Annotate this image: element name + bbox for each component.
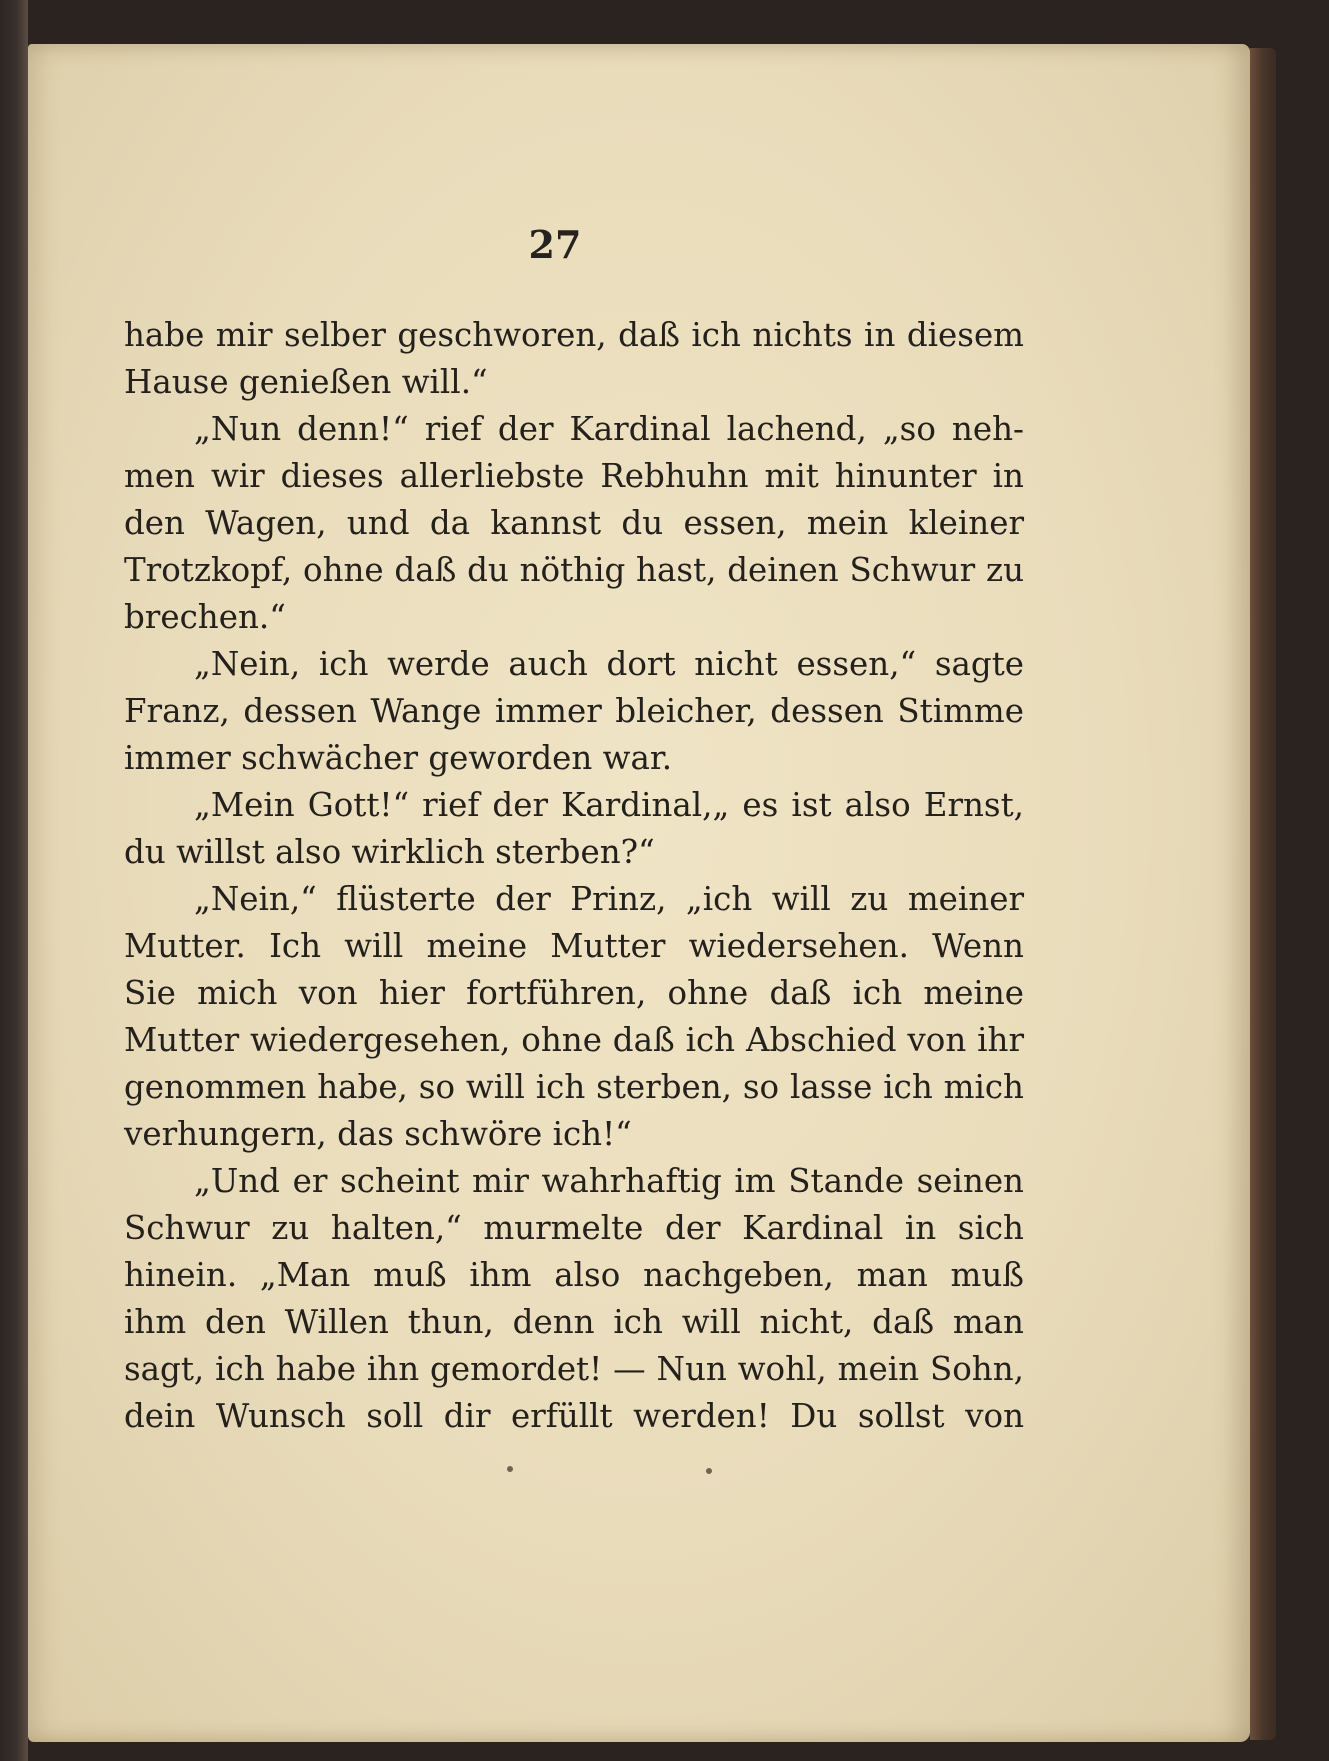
text-line: Mutter. Ich will meine Mutter wiedersehen. Wenn	[124, 927, 1024, 965]
text-line: brechen.“	[124, 598, 286, 636]
text-line: immer schwächer geworden war.	[124, 739, 673, 777]
text-line: habe mir selber geschworen, daß ich nichts in diesem	[124, 316, 1024, 354]
text-line: men wir dieses allerliebste Rebhuhn mit hinunter in	[124, 457, 1024, 495]
text-line: genommen habe, so will ich sterben, so lasse ich mich	[124, 1068, 1024, 1106]
text-line: Franz, dessen Wange immer bleicher, dessen Stimme	[124, 692, 1024, 730]
text-line: Schwur zu halten,“ murmelte der Kardinal in sich	[124, 1209, 1024, 1247]
text-line: „Nein,“ flüsterte der Prinz, „ich will zu meiner	[194, 880, 1024, 918]
text-line: ihm den Willen thun, denn ich will nicht, daß man	[124, 1303, 1024, 1341]
text-line: dein Wunsch soll dir erfüllt werden! Du sollst von	[124, 1397, 1024, 1435]
paper-spot	[706, 1468, 712, 1474]
text-line: Hause genießen will.“	[124, 363, 488, 401]
text-line: „Mein Gott!“ rief der Kardinal,„ es ist also Ernst,	[194, 786, 1024, 824]
text-line: sagt, ich habe ihn gemordet! — Nun wohl, mein Sohn,	[124, 1350, 1024, 1388]
paper-spot	[507, 1466, 513, 1472]
text-line: „Nun denn!“ rief der Kardinal lachend, „so neh-	[194, 410, 1024, 448]
text-line: verhungern, das schwöre ich!“	[124, 1115, 632, 1153]
text-line: „Nein, ich werde auch dort nicht essen,“ sagte	[194, 645, 1024, 683]
text-line: du willst also wirklich sterben?“	[124, 833, 655, 871]
text-line: den Wagen, und da kannst du essen, mein kleiner	[124, 504, 1024, 542]
text-line: „Und er scheint mir wahrhaftig im Stande seinen	[194, 1162, 1024, 1200]
text-line: Trotzkopf, ohne daß du nöthig hast, deinen Schwur zu	[124, 551, 1024, 589]
page-number: 27	[528, 222, 582, 267]
text-line: Sie mich von hier fortführen, ohne daß ich meine	[124, 974, 1024, 1012]
text-line: hinein. „Man muß ihm also nachgeben, man muß	[124, 1256, 1024, 1294]
page-text	[124, 312, 1024, 1440]
book-spine	[0, 0, 28, 1761]
book-cover-edge	[1250, 48, 1276, 1740]
text-line: Mutter wiedergesehen, ohne daß ich Abschied von ihr	[124, 1021, 1024, 1059]
